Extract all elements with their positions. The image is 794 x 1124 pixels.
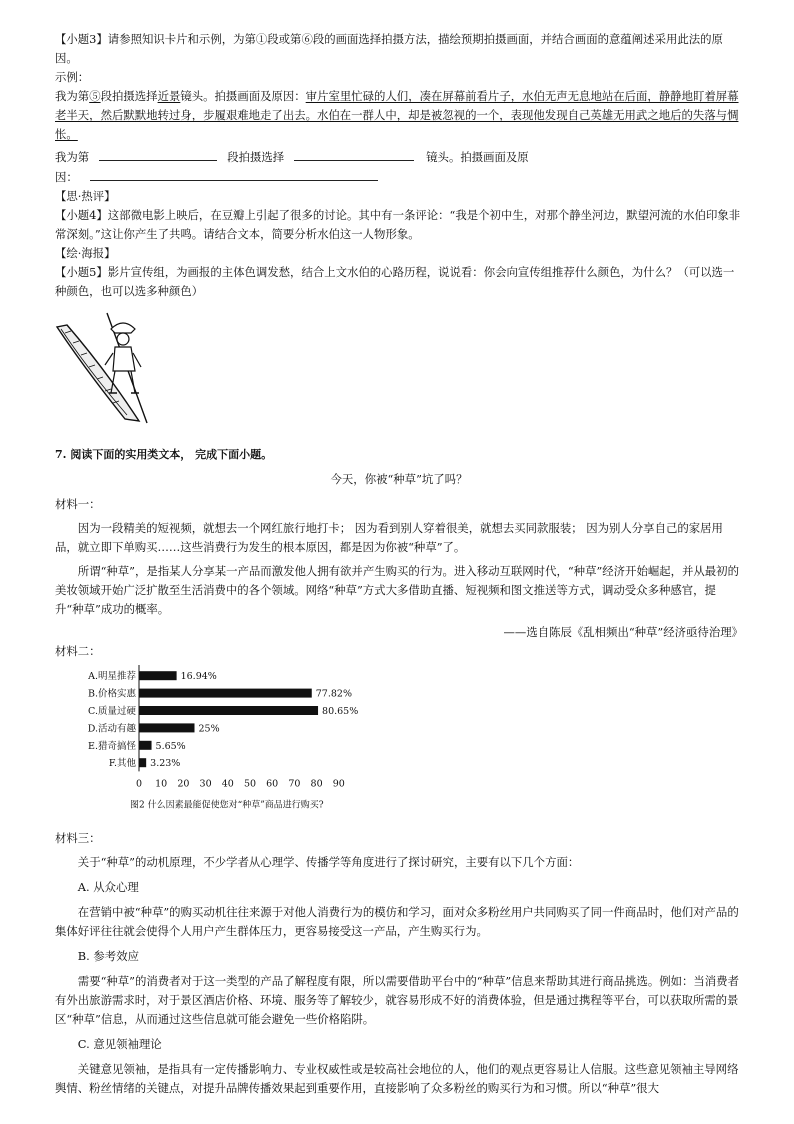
section-hui: 【绘·海报】	[55, 246, 116, 260]
answer-blank-shot[interactable]	[294, 147, 414, 161]
subhead-b: B. 参考效应	[77, 949, 139, 963]
answer-blank-reason[interactable]	[90, 167, 378, 181]
para-c: 关键意见领袖，是指具有一定传播影响力、专业权威性或是较高社会地位的人，他们的观点更容易让人信服。这些意见领袖主导网络舆情、粉丝情绪的关键点，对提升品牌传播效果起到重要作用，直接影响了众多粉丝的购买行为和习惯。所以“种草”很大	[55, 1062, 739, 1095]
bar	[139, 706, 318, 715]
x-tick-label: 0	[135, 778, 143, 790]
category-label: E.猎奇搞怪	[88, 740, 136, 752]
data-label: 3.23%	[150, 758, 181, 770]
category-label: D.活动有趣	[87, 723, 136, 735]
bar	[139, 671, 177, 680]
article-title: 今天，你被“种草”坑了吗？	[330, 472, 468, 486]
x-tick-label: 50	[243, 778, 257, 790]
material-3-intro: 关于“种草”的动机原理，不少学者从心理学、传播学等角度进行了探讨研究，主要有以下几个方面：	[77, 855, 580, 869]
q4-prompt: 【小题4】这部微电影上映后，在豆瓣上引起了很多的讨论。其中有一条评论：“我是个初中生，对那个静坐河边，默望河流的水伯印象非常深刻。”这让你产生了共鸣。请结合文本，简要分析水伯这一人物形象。	[55, 208, 741, 241]
bar	[139, 723, 195, 732]
example-shot: 近景	[157, 89, 181, 103]
x-tick-label: 20	[177, 778, 190, 790]
q3-fill-line-2	[55, 167, 743, 187]
x-tick-label: 70	[288, 778, 301, 790]
example-text: 审片室里忙碌的人们，凑在屏幕前看片子，水伯无声无息地站在后面，静静地盯着屏幕老半天，然后默默地转过身，步履艰难地走了出去。水伯在一群人中，却是被忽视的一个，表现他发现自己英雄无用武之地后的失落与惆怅。	[55, 89, 739, 141]
fill-b: 段拍摄选择	[227, 150, 285, 164]
q3-example-label: 示例：	[55, 70, 90, 84]
q3-example	[55, 87, 743, 144]
q5-prompt: 【小题5】影片宣传组，为画报的主体色调发愁，结合上文水伯的心路历程，说说看：你会向宣传组推荐什么颜色，为什么？（可以选一种颜色，也可以选多种颜色）	[55, 265, 735, 298]
category-label: C.质量过硬	[88, 706, 136, 717]
data-label: 16.94%	[180, 671, 217, 683]
bar	[139, 758, 146, 767]
example-mid1: 段拍摄选择	[100, 89, 158, 103]
fill-a: 我为第	[55, 150, 90, 164]
category-label: F.其他	[108, 758, 136, 770]
example-para: ⑤	[89, 89, 101, 103]
category-label: B.价格实惠	[87, 688, 136, 700]
material-1-para-2: 所谓“种草”，是指某人分享某一产品而激发他人拥有欲并产生购买的行为。进入移动互联网时代，“种草”经济开始崛起，并从最初的美妆领域开始广泛扩散至生活消费中的各个领域。网络“种草”方式大多借助直播、短视频和图文推送等方式，调动受众多种感官，提升“种草”成功的概率。	[55, 564, 739, 616]
example-pre: 我为第	[55, 89, 90, 103]
q3-fill-line-1	[55, 147, 743, 167]
bar-chart	[55, 661, 415, 829]
x-tick-label: 80	[310, 778, 323, 790]
q3-prompt: 【小题3】请参照知识卡片和示例，为第①段或第⑥段的画面选择拍摄方法，描绘预期拍摄画面，并结合画面的意蕴阐述采用此法的原因。	[55, 32, 723, 65]
subhead-c: C. 意见领袖理论	[77, 1037, 162, 1051]
subhead-a: A. 从众心理	[77, 880, 139, 894]
category-label: A.明星推荐	[88, 671, 136, 683]
material-3-label: 材料三：	[55, 831, 101, 845]
data-label: 77.82%	[315, 688, 352, 700]
example-mid2: 镜头。拍摄画面及原因：	[180, 89, 306, 103]
bar-chart-svg	[55, 661, 415, 829]
data-label: 80.65%	[322, 706, 359, 717]
x-tick-label: 40	[221, 778, 234, 790]
material-1-source: ——选自陈辰《乱相频出“种草”经济亟待治理》	[503, 625, 743, 639]
data-label: 25%	[198, 723, 220, 735]
boat-illustration	[55, 309, 743, 427]
answer-blank-para[interactable]	[99, 147, 217, 161]
material-1-label: 材料一：	[55, 497, 101, 511]
fill-d: 因：	[55, 170, 78, 184]
x-tick-label: 90	[332, 778, 345, 790]
section-si: 【思·热评】	[55, 189, 116, 203]
material-2-label: 材料二：	[55, 644, 101, 658]
material-1-para-1: 因为一段精美的短视频，就想去一个网红旅行地打卡； 因为看到别人穿着很美，就想去买同款服装； 因为别人分享自己的家居用品，就立即下单购买……这些消费行为发生的根本原因，都是因为你被“种草”了。	[55, 521, 723, 554]
data-label: 5.65%	[155, 740, 186, 752]
para-a: 在营销中被“种草”的购买动机往往来源于对他人消费行为的模仿和学习，面对众多粉丝用户共同购买了同一件商品时，他们对产品的集体好评往往就会使得个人用户产生群体压力，更容易接受这一产品，产生购买行为。	[55, 905, 739, 938]
bar	[139, 689, 312, 698]
q7-heading: 7. 阅读下面的实用类文本， 完成下面小题。	[55, 448, 273, 461]
fill-c: 镜头。拍摄画面及原	[426, 150, 529, 164]
x-tick-label: 60	[266, 778, 279, 790]
bar	[139, 741, 152, 750]
x-tick-label: 10	[155, 778, 168, 790]
document-page	[55, 30, 743, 1098]
para-b: 需要“种草”的消费者对于这一类型的产品了解程度有限，所以需要借助平台中的“种草”信息来帮助其进行商品挑选。例如：当消费者有外出旅游需求时，对于景区酒店价格、环境、服务等了解较少，就容易形成不好的消费体验，但是通过携程等平台，可以获取所需的景区“种草”信息，从而通过这些信息就可能会避免一些价格陷阱。	[55, 974, 739, 1026]
x-tick-label: 30	[199, 778, 212, 790]
chart-caption: 图2 什么因素最能促使您对“种草”商品进行购买?	[130, 800, 324, 811]
boatman-image	[55, 309, 165, 427]
